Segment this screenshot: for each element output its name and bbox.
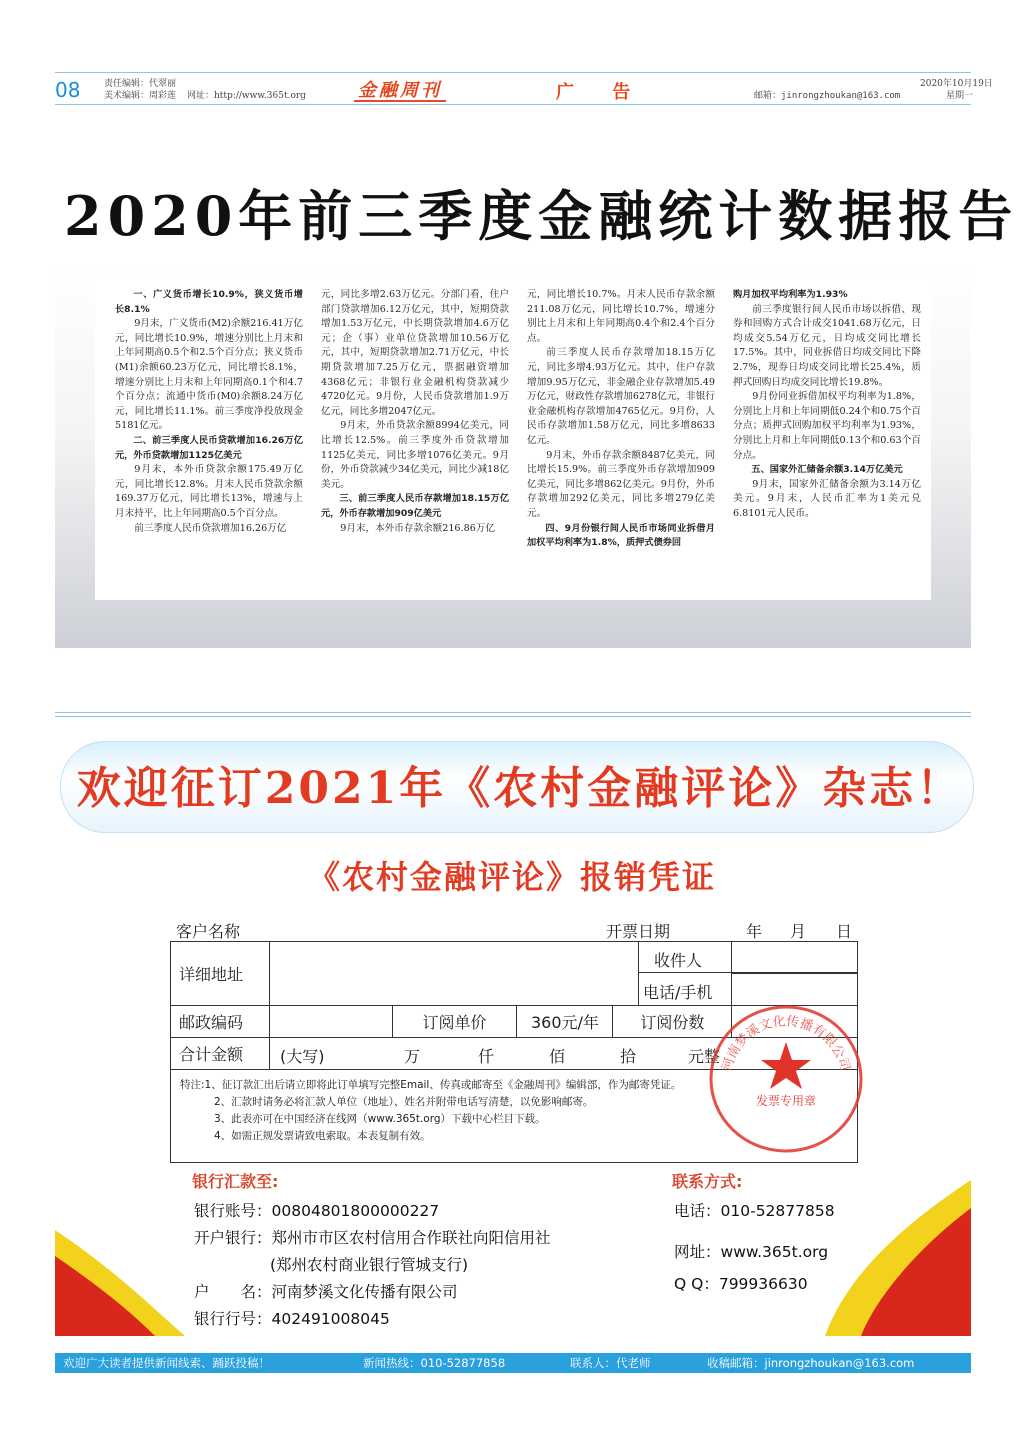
article-paragraph: 元，同比增长10.7%。月末人民币存款余额211.08万亿元，同比增长10.7%，增速分别比上月末和上年同期高0.4个和2.4个百分点。 (527, 289, 715, 344)
article-column-2 (321, 288, 509, 536)
article-paragraph: 三、前三季度人民币存款增加18.15万亿元，外币存款增加909亿美元 (321, 493, 509, 519)
bank-name-label: 开户银行： (194, 1229, 272, 1247)
bank-number-row (194, 1307, 390, 1329)
article-paragraph: 购月加权平均利率为1.93% (733, 289, 848, 300)
section-divider (55, 712, 971, 717)
contact-web-label: 网址： (674, 1243, 721, 1261)
bank-account-label: 银行账号： (194, 1202, 272, 1220)
article-paragraph: 前三季度银行间人民币市场以拆借、现券和回购方式合计成交1041.68万亿元，日均成交5.54万亿元，日均成交同比增长17.5%。其中，同业拆借日均成交同比下降2.7%，现券日均成交同比增长25.4%，质押式回购日均成交同比增长19.8%。 (733, 303, 921, 388)
bank-account-value: 00804801800000227 (271, 1202, 440, 1220)
address-label: 详细地址 (171, 942, 270, 1006)
total-shi: 拾 (620, 1047, 637, 1066)
header-website: 网址：http://www.365t.org (187, 91, 306, 101)
contact-phone-label: 电话： (674, 1202, 721, 1220)
article-paragraph: 前三季度人民币存款增加18.15万亿元，同比多增4.93万亿元。其中，住户存款增加9.95万亿元，非金融企业存款增加5.49万亿元，财政性存款增加6278亿元，非银行业金融机构存款增加4765亿元。9月份，人民币存款增加1.58万亿元，同比多增8633亿元。 (527, 347, 715, 446)
day-label: 日 (836, 922, 853, 941)
issue-date-label: 开票日期 (606, 922, 671, 941)
year-label: 年 (746, 922, 763, 941)
holder-label: 户 名： (194, 1283, 272, 1301)
note-3: 3、此表亦可在中国经济在线网（www.365t.org）下载中心栏目下载。 (214, 1113, 546, 1125)
seal-company-text: 河南梦溪文化传播有限公司 (719, 1014, 853, 1073)
article-paragraph: 9月末，广义货币(M2)余额216.41万亿元，同比增长10.9%，增速分别比上月末和上年同期高0.5个和2.5个百分点；狭义货币(M1)余额60.23万亿元，同比增长8.1%，增速分别比上月末和上年同期高0.1个和4.7个百分点；流通中货币(M0)余额8.24万亿元，同比增长11.1%。前三季度净投放现金5181亿元。 (115, 318, 303, 432)
art-editor-credit: 美术编辑：周彩莲 (104, 91, 177, 101)
contact-qq-label: Q Q： (674, 1275, 719, 1293)
bank-name-row (194, 1226, 551, 1248)
form-notes (180, 1077, 681, 1145)
article-column-3 (527, 288, 715, 551)
section-label: 广 告 (556, 82, 647, 103)
footer-bar (55, 1353, 971, 1373)
contact-phone-row (674, 1199, 835, 1221)
footer-email[interactable]: 收稿邮箱：jinrongzhoukan@163.com (707, 1356, 915, 1370)
article-column-4 (733, 288, 921, 522)
receiver-col-rule (731, 941, 732, 1005)
footer-contact-person: 联系人：代老师 (570, 1356, 651, 1370)
month-label: 月 (790, 922, 807, 941)
total-daxie: (大写) (280, 1047, 325, 1066)
contact-web-value[interactable]: www.365t.org (720, 1243, 829, 1261)
header-email: 邮箱：jinrongzhoukan@163.com (754, 91, 901, 101)
total-wan: 万 (404, 1047, 421, 1066)
receiver-label: 收件人 (654, 951, 703, 970)
bank-account-row (194, 1199, 439, 1221)
editor-credit: 责任编辑：代翠丽 (104, 79, 177, 89)
total-yuan: 元整 (688, 1047, 721, 1066)
header-bottom-rule (55, 104, 971, 105)
seal-star-icon (761, 1042, 811, 1089)
receiver-field[interactable] (732, 942, 858, 974)
brand-logo: 金融周刊 (358, 80, 442, 101)
article-paragraph: 四、9月份银行间人民币市场同业拆借月加权平均利率为1.8%，质押式债券回 (527, 522, 715, 549)
holder-value: 河南梦溪文化传播有限公司 (271, 1283, 458, 1301)
copies-label: 订阅份数 (613, 1006, 732, 1038)
bank-name-value: 郑州市市区农村信用合作联社向阳信用社 (271, 1229, 551, 1247)
phone-label: 电话/手机 (643, 983, 713, 1002)
footer-welcome: 欢迎广大读者提供新闻线索、踊跃投稿！ (63, 1356, 270, 1370)
unit-price-label: 订阅单价 (392, 1006, 517, 1038)
article-column-1 (115, 288, 303, 536)
article-paragraph: 9月份同业拆借加权平均利率为1.8%，分别比上月和上年同期低0.24个和0.75个百分点；质押式回购加权平均利率为1.93%，分别比上月和上年同期低0.13个和0.63个百分点。 (733, 391, 921, 461)
contact-heading: 联系方式: (672, 1172, 743, 1191)
contact-web-row (674, 1240, 828, 1262)
footer-hotline: 新闻热线：010-52877858 (363, 1356, 506, 1370)
banner-text: 欢迎征订2021年《农村金融评论》杂志！ (76, 763, 964, 814)
account-holder-row (194, 1280, 458, 1302)
article-paragraph: 二、前三季度人民币贷款增加16.26万亿元，外币贷款增加1125亿美元 (115, 434, 303, 461)
receiver-row-rule (638, 972, 858, 973)
seal-label: 发票专用章 (755, 1094, 817, 1108)
contact-phone-value: 010-52877858 (720, 1202, 835, 1220)
article-paragraph: 五、国家外汇储备余额3.14万亿美元 (751, 464, 903, 476)
total-label: 合计金额 (171, 1038, 270, 1070)
note-2: 2、汇款时请务必将汇款人单位（地址）、姓名并附带电话写清楚，以免影响邮寄。 (214, 1096, 594, 1108)
header-date: 2020年10月19日 (920, 79, 993, 89)
article-paragraph: 9月末，本外币存款余额216.86万亿 (340, 522, 495, 534)
contact-qq-row (674, 1272, 808, 1294)
article-paragraph: 9月末，国家外汇储备余额为3.14万亿美元。9月末，人民币汇率为1美元兑6.8101元人民币。 (733, 478, 921, 519)
article-paragraph: 9月末，本外币贷款余额175.49万亿元，同比增长12.8%。月末人民币贷款余额169.37万亿元，同比增长13%，增速与上月末持平，比上年同期高0.5个百分点。 (115, 464, 303, 519)
voucher-title: 《农村金融评论》报销凭证 (307, 858, 716, 896)
bank-heading: 银行汇款至: (192, 1172, 279, 1191)
total-qian: 仟 (478, 1047, 495, 1066)
note-4: 4、如需正规发票请致电索取。本表复制有效。 (214, 1130, 431, 1142)
postcode-label: 邮政编码 (171, 1006, 270, 1038)
article-body (95, 278, 931, 600)
bank-number-value: 402491008045 (271, 1310, 390, 1328)
article-paragraph: 9月末，外币存款余额8487亿美元，同比增长15.9%。前三季度外币存款增加909亿美元，同比多增862亿美元。9月份，外币存款增加292亿美元，同比多增279亿美元。 (527, 449, 715, 519)
header-weekday: 星期一 (946, 91, 974, 101)
article-paragraph: 9月末，外币贷款余额8994亿美元，同比增长12.5%。前三季度外币贷款增加1125亿美元，同比多增1076亿美元。9月份，外币贷款减少34亿美元，同比少减18亿美元。 (321, 420, 509, 490)
header-top-rule (55, 72, 971, 73)
note-1: 特注:1、征订款汇出后请立即将此订单填写完整Email、传真或邮寄至《金融周刊》编辑部，作为邮寄凭证。 (180, 1079, 682, 1091)
article-paragraph: 前三季度人民币贷款增加16.26万亿 (134, 522, 287, 534)
company-seal (707, 1000, 865, 1158)
customer-name-label: 客户名称 (176, 922, 241, 941)
contact-qq-value: 799936630 (718, 1275, 808, 1293)
page-title: 2020年前三季度金融统计数据报告 (64, 184, 1019, 248)
article-paragraph: 元，同比多增2.63万亿元。分部门看，住户部门贷款增加6.12万亿元，其中，短期贷款增加1.53万亿元，中长期贷款增加4.6万亿元；企（事）业单位贷款增加10.56万亿元，其中，短期贷款增加2.71万亿元，中长期贷款增加7.25万亿元，票据融资增加4368亿元；非银行业金融机构贷款减少4720亿元。9月份，人民币贷款增加1.9万亿元，同比多增2047亿元。 (321, 289, 509, 417)
address-col-rule (638, 941, 639, 1005)
total-bai: 佰 (549, 1047, 566, 1066)
postcode-field[interactable] (269, 1006, 392, 1038)
unit-price-value: 360元/年 (517, 1006, 613, 1038)
bank-name-alt: (郑州农村商业银行管城支行) (270, 1256, 469, 1274)
page-number: 08 (55, 78, 81, 102)
article-paragraph: 一、广义货币增长10.9%，狭义货币增长8.1% (115, 289, 303, 315)
bank-number-label: 银行行号： (194, 1310, 272, 1328)
